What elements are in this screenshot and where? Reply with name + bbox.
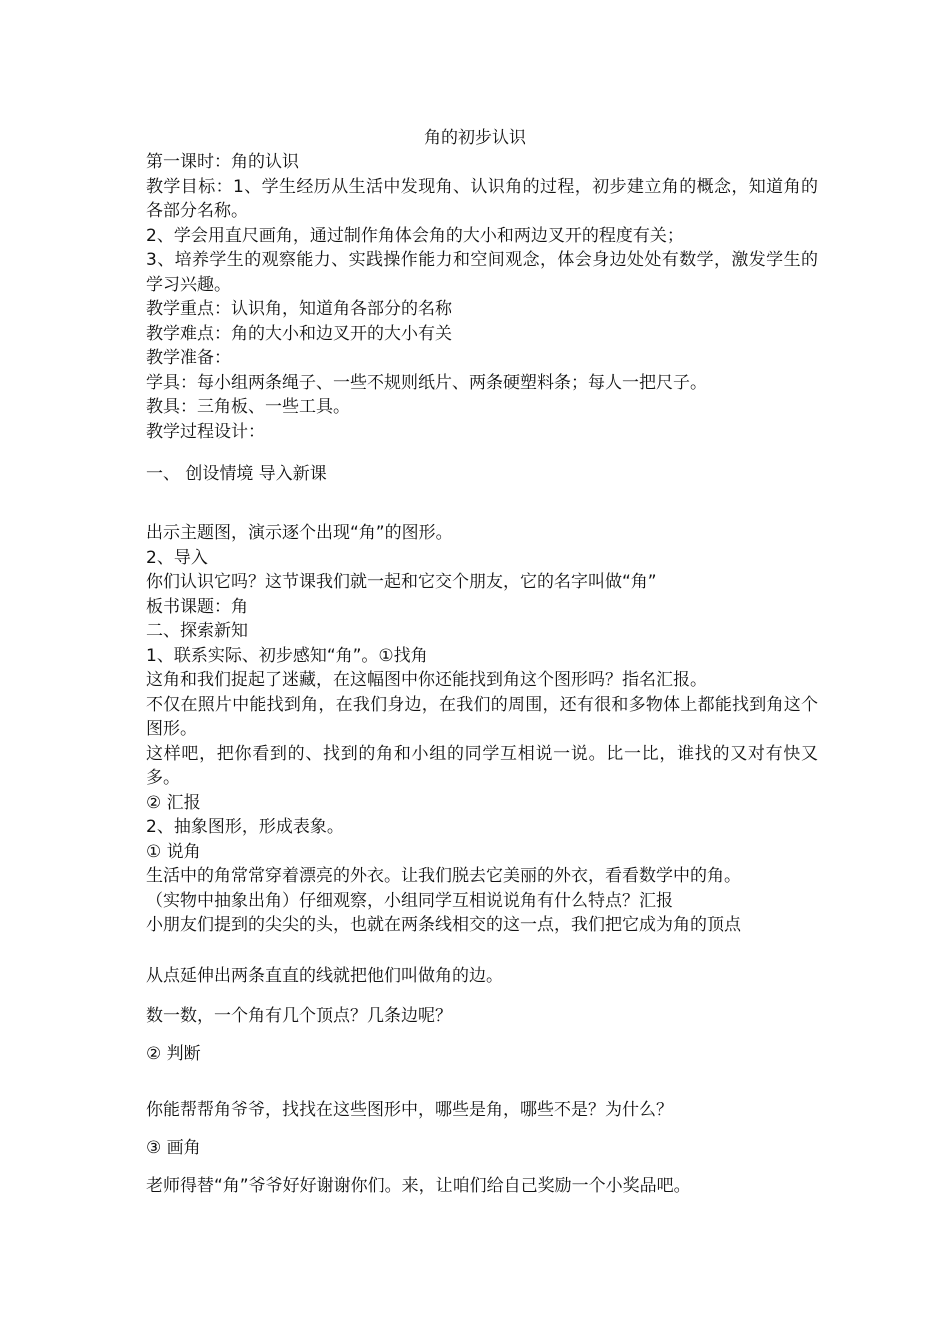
- process-heading: 教学过程设计：: [146, 421, 265, 442]
- paragraph: 板书课题：角: [146, 596, 248, 617]
- document-title: 角的初步认识: [424, 128, 526, 148]
- paragraph: 2、导入: [146, 547, 208, 568]
- paragraph: 小朋友们提到的尖尖的头，也就在两条线相交的这一点，我们把它成为角的顶点: [146, 915, 741, 935]
- paragraph: 这角和我们捉起了迷藏，在这幅图中你还能找到角这个图形吗？指名汇报。: [146, 670, 707, 690]
- judge-heading: ② 判断: [146, 1044, 201, 1064]
- draw-heading: ③ 画角: [146, 1138, 201, 1158]
- goal-1: 教学目标：1、学生经历从生活中发现角、认识角的过程，初步建立角的概念，知道角的各部分名称。: [146, 176, 818, 221]
- goal-2: 2、学会用直尺画角，通过制作角体会角的大小和两边叉开的程度有关；: [146, 225, 684, 246]
- paragraph: 1、联系实际、初步感知“角”。①找角: [146, 645, 428, 666]
- paragraph: 生活中的角常常穿着漂亮的外衣。让我们脱去它美丽的外衣，看看数学中的角。: [146, 866, 741, 886]
- header-block: [146, 150, 818, 444]
- student-tools-line: 学具：每小组两条绳子、一些不规则纸片、两条硬塑料条；每人一把尺子。: [146, 372, 707, 393]
- prep-heading: 教学准备：: [146, 348, 231, 368]
- count-text: 数一数，一个角有几个顶点？几条边呢？: [146, 1006, 452, 1026]
- teacher-tools-line: 教具：三角板、一些工具。: [146, 397, 350, 417]
- section-1-heading: 一、 创设情境 导入新课: [146, 464, 327, 484]
- main-block: [146, 521, 818, 938]
- paragraph: 不仅在照片中能找到角，在我们身边，在我们的周围，还有很和多物体上都能找到角这个图形。: [146, 694, 818, 739]
- goal-3: 3、培养学生的观察能力、实践操作能力和空间观念，体会身边处处有数学，激发学生的学习兴趣。: [146, 250, 818, 295]
- edge-text: 从点延伸出两条直直的线就把他们叫做角的边。: [146, 966, 503, 986]
- judge-text: 你能帮帮角爷爷，找找在这些图形中，哪些是角，哪些不是？为什么？: [146, 1100, 673, 1120]
- difficulty-line: 教学难点：角的大小和边叉开的大小有关: [146, 323, 452, 344]
- paragraph: 这样吧，把你看到的、找到的角和小组的同学互相说一说。比一比，谁找的又对有快又多。: [146, 743, 818, 788]
- paragraph: （实物中抽象出角）仔细观察，小组同学互相说说角有什么特点？汇报: [146, 890, 673, 911]
- paragraph: ② 汇报: [146, 792, 201, 813]
- paragraph: 二、探索新知: [146, 621, 248, 641]
- focus-line: 教学重点：认识角，知道角各部分的名称: [146, 299, 452, 319]
- paragraph: 你们认识它吗？这节课我们就一起和它交个朋友，它的名字叫做“角”: [146, 572, 657, 592]
- paragraph: 出示主题图，演示逐个出现“角”的图形。: [146, 523, 453, 543]
- closing-text: 老师得替“角”爷爷好好谢谢你们。来，让咱们给自己奖励一个小奖品吧。: [146, 1176, 691, 1196]
- paragraph: 2、抽象图形，形成表象。: [146, 817, 344, 837]
- paragraph: ① 说角: [146, 841, 201, 862]
- lesson-line: 第一课时：角的认识: [146, 152, 299, 172]
